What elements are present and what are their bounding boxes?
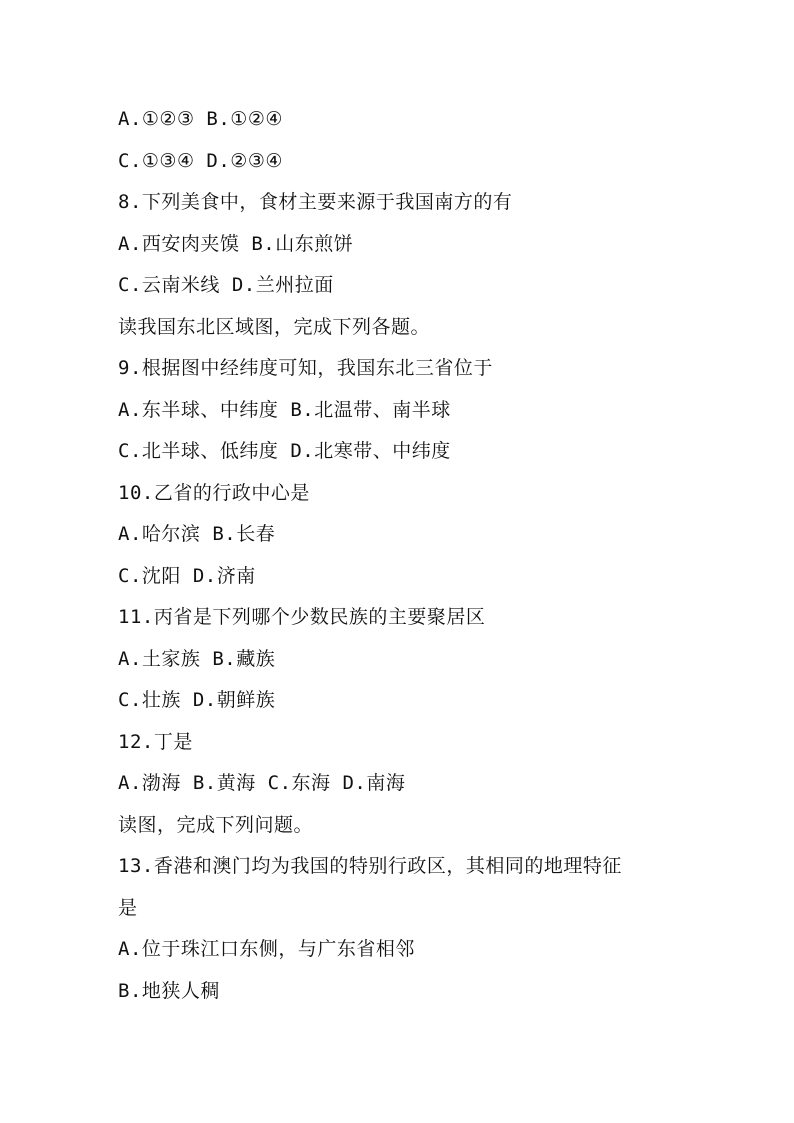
option-line-q8-cd: C.云南米线 D.兰州拉面	[118, 274, 334, 296]
option-line-q11-cd: C.壮族 D.朝鲜族	[118, 689, 276, 711]
question-13-continued: 是	[118, 896, 138, 919]
option-line-q10-cd: C.沈阳 D.济南	[118, 564, 256, 587]
option-line-q12: A.渤海 B.黄海 C.东海 D.南海	[118, 772, 406, 794]
question-text-block	[118, 103, 678, 1016]
question-11: 11.丙省是下列哪个少数民族的主要聚居区	[118, 606, 486, 628]
option-line-q13-b: B.地狭人稠	[118, 979, 220, 1002]
option-line-q9-cd: C.北半球、低纬度 D.北寒带、中纬度	[118, 440, 451, 462]
question-10: 10.乙省的行政中心是	[118, 481, 310, 504]
question-9: 9.根据图中经纬度可知，我国东北三省位于	[118, 357, 493, 379]
question-8: 8.下列美食中，食材主要来源于我国南方的有	[118, 191, 513, 213]
option-line-q13-a: A.位于珠江口东侧，与广东省相邻	[118, 938, 415, 960]
option-line-q8-ab: A.西安肉夹馍 B.山东煎饼	[118, 232, 354, 255]
option-line-q11-ab: A.土家族 B.藏族	[118, 647, 276, 670]
question-13: 13.香港和澳门均为我国的特别行政区，其相同的地理特征	[118, 855, 622, 877]
option-line-q10-ab: A.哈尔滨 B.长春	[118, 523, 276, 545]
instruction-read-map: 读图，完成下列问题。	[118, 813, 314, 836]
instruction-northeast-map: 读我国东北区域图，完成下列各题。	[118, 315, 431, 338]
option-line-q7-cd: C.①③④ D.②③④	[118, 149, 283, 172]
option-line-q7-ab: A.①②③ B.①②④	[118, 108, 283, 130]
option-line-q9-ab: A.东半球、中纬度 B.北温带、南半球	[118, 398, 451, 421]
question-12: 12.丁是	[118, 730, 193, 753]
